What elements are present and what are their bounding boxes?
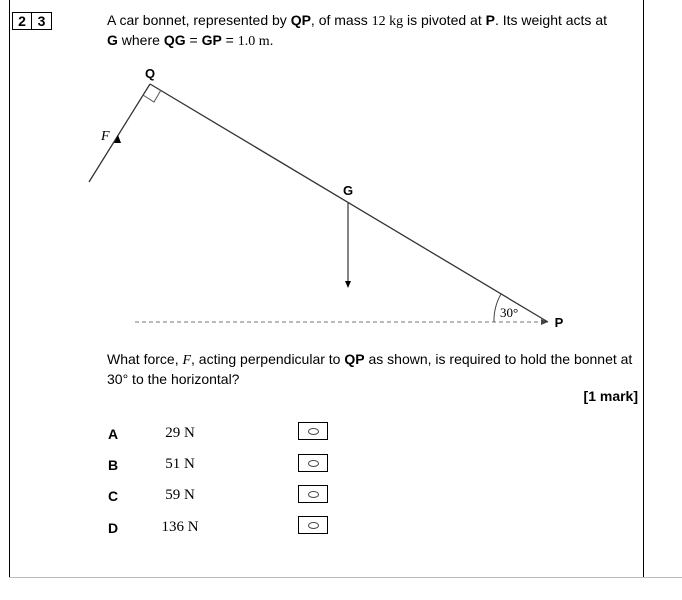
question-text: , acting perpendicular to [191, 351, 345, 367]
label-p: P [554, 315, 564, 330]
bonnet-line-qp [150, 84, 548, 322]
answer-oval-icon [308, 522, 319, 529]
option-d-answer-box[interactable] [298, 516, 328, 534]
option-b-value: 51 N [165, 456, 195, 472]
angle-label: 30° [500, 305, 519, 320]
stem-symbol: G [107, 32, 118, 48]
stem-text: = [221, 32, 238, 48]
force-line [89, 84, 150, 182]
label-q: Q [144, 66, 156, 81]
question-number-digit: 3 [32, 12, 52, 30]
option-c-value: 59 N [165, 487, 195, 503]
question-symbol: QP [344, 351, 365, 367]
stem-symbol: GP [201, 32, 222, 48]
option-c-answer-box[interactable] [298, 485, 328, 503]
question-number-digit: 2 [12, 12, 32, 30]
question-text: What force, [107, 351, 183, 367]
answer-oval-icon [308, 460, 319, 467]
option-b-answer-box[interactable] [298, 454, 328, 472]
label-g: G [342, 183, 354, 198]
option-a-letter: A [108, 426, 119, 442]
label-f: F [101, 129, 110, 144]
stem-text: A car bonnet, represented by [107, 12, 291, 28]
stem-text: , of mass [310, 12, 372, 28]
option-d-letter: D [108, 520, 119, 536]
option-c-letter: C [108, 488, 119, 504]
answer-oval-icon [308, 428, 319, 435]
stem-text: . Its weight acts at [494, 12, 608, 28]
stem-text: is pivoted at [403, 12, 486, 28]
question-prompt [107, 350, 643, 388]
stem-text: where [117, 32, 164, 48]
stem-symbol: P [485, 12, 495, 28]
option-a-answer-box[interactable] [298, 422, 328, 440]
stem-length: 1.0 m [237, 34, 270, 49]
option-a-value: 29 N [165, 425, 195, 441]
option-d-value: 136 N [161, 519, 199, 535]
stem-text: = [185, 32, 202, 48]
mark-allocation: [1 mark] [583, 388, 638, 404]
weight-arrowhead [345, 281, 351, 288]
stem-text: . [269, 32, 274, 48]
option-b-letter: B [108, 457, 119, 473]
question-text: as shown, is required to hold the bonnet at 30° to the horizontal? [107, 351, 633, 387]
stem-symbol: QG [163, 32, 186, 48]
answer-oval-icon [308, 491, 319, 498]
stem-symbol: QP [290, 12, 311, 28]
question-symbol: F [182, 353, 192, 368]
stem-mass: 12 kg [371, 14, 404, 29]
